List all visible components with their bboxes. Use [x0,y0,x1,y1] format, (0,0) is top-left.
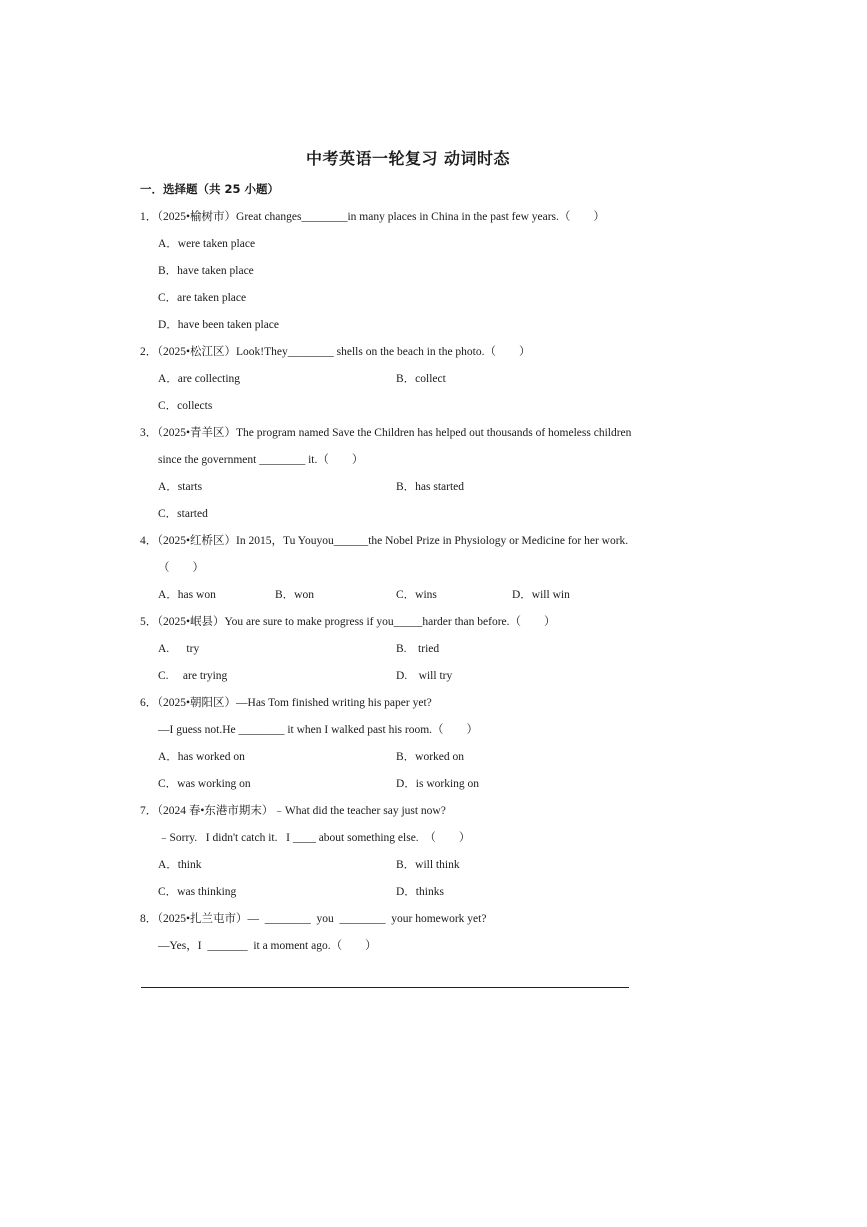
question-6-stem: 6．（2025•朝阳区）—Has Tom finished writing his paper yet? [140,697,432,709]
question-6-stem-continued: —I guess not.He ________ it when I walked past his room.（ ） [158,724,479,736]
footnote-divider [141,987,629,988]
question-3-option-c[interactable]: C．started [158,508,208,520]
question-1-option-c[interactable]: C．are taken place [158,292,247,304]
question-1-option-d[interactable]: D．have been taken place [158,319,280,331]
question-4-option-d[interactable]: D．will win [512,589,570,601]
question-3-option-b[interactable]: B．has started [396,481,465,493]
question-2-option-c[interactable]: C．collects [158,400,213,412]
question-8-stem-continued: —Yes，I _______ it a moment ago.（ ） [158,940,377,952]
question-1-option-a[interactable]: A．were taken place [158,238,256,250]
question-4-stem-continued: （ ） [158,562,204,574]
question-7-option-d[interactable]: D．thinks [396,886,444,898]
question-4-option-c[interactable]: C．wins [396,589,437,601]
question-3-stem-continued: since the government ________ it.（ ） [158,454,364,466]
page-title: 中考英语一轮复习 动词时态 [305,149,511,168]
question-5-option-a[interactable]: A. try [158,643,200,655]
question-5-option-b[interactable]: B. tried [396,643,440,655]
question-7-option-b[interactable]: B．will think [396,859,460,871]
question-3-stem: 3．（2025•青羊区）The program named Save the Children has helped out thousands of homeless children [140,427,632,439]
question-5-option-c[interactable]: C. are trying [158,670,228,682]
question-7-stem-continued: ﹣Sorry. I didn't catch it. I ____ about something else. （ ） [158,832,471,844]
question-4-stem: 4．（2025•红桥区）In 2015，Tu Youyou______the Nobel Prize in Physiology or Medicine for her work. [140,535,629,547]
question-7-option-a[interactable]: A．think [158,859,202,871]
question-5-option-d[interactable]: D. will try [396,670,453,682]
question-2-option-a[interactable]: A．are collecting [158,373,241,385]
question-4-option-a[interactable]: A．has won [158,589,216,601]
question-5-stem: 5．（2025•岷县）You are sure to make progress if you_____harder than before.（ ） [140,616,556,628]
question-6-option-a[interactable]: A．has worked on [158,751,245,763]
question-6-option-d[interactable]: D．is working on [396,778,480,790]
question-8-stem: 8．（2025•扎兰屯市）— ________ you ________ your homework yet? [140,913,487,925]
question-6-option-b[interactable]: B．worked on [396,751,465,763]
question-7-stem: 7．（2024 春•东港市期末）﹣What did the teacher say just now? [140,805,446,817]
question-6-option-c[interactable]: C．was working on [158,778,251,790]
question-3-option-a[interactable]: A．starts [158,481,203,493]
question-1-option-b[interactable]: B．have taken place [158,265,254,277]
question-2-stem: 2．（2025•松江区）Look!They________ shells on the beach in the photo.（ ） [140,346,531,358]
question-7-option-c[interactable]: C．was thinking [158,886,237,898]
question-2-option-b[interactable]: B．collect [396,373,446,385]
question-4-option-b[interactable]: B．won [275,589,314,601]
question-1-stem: 1．（2025•榆树市）Great changes________in many places in China in the past few years.（ ） [140,211,605,223]
section-heading: 一．选择题（共 25 小题） [140,182,280,196]
